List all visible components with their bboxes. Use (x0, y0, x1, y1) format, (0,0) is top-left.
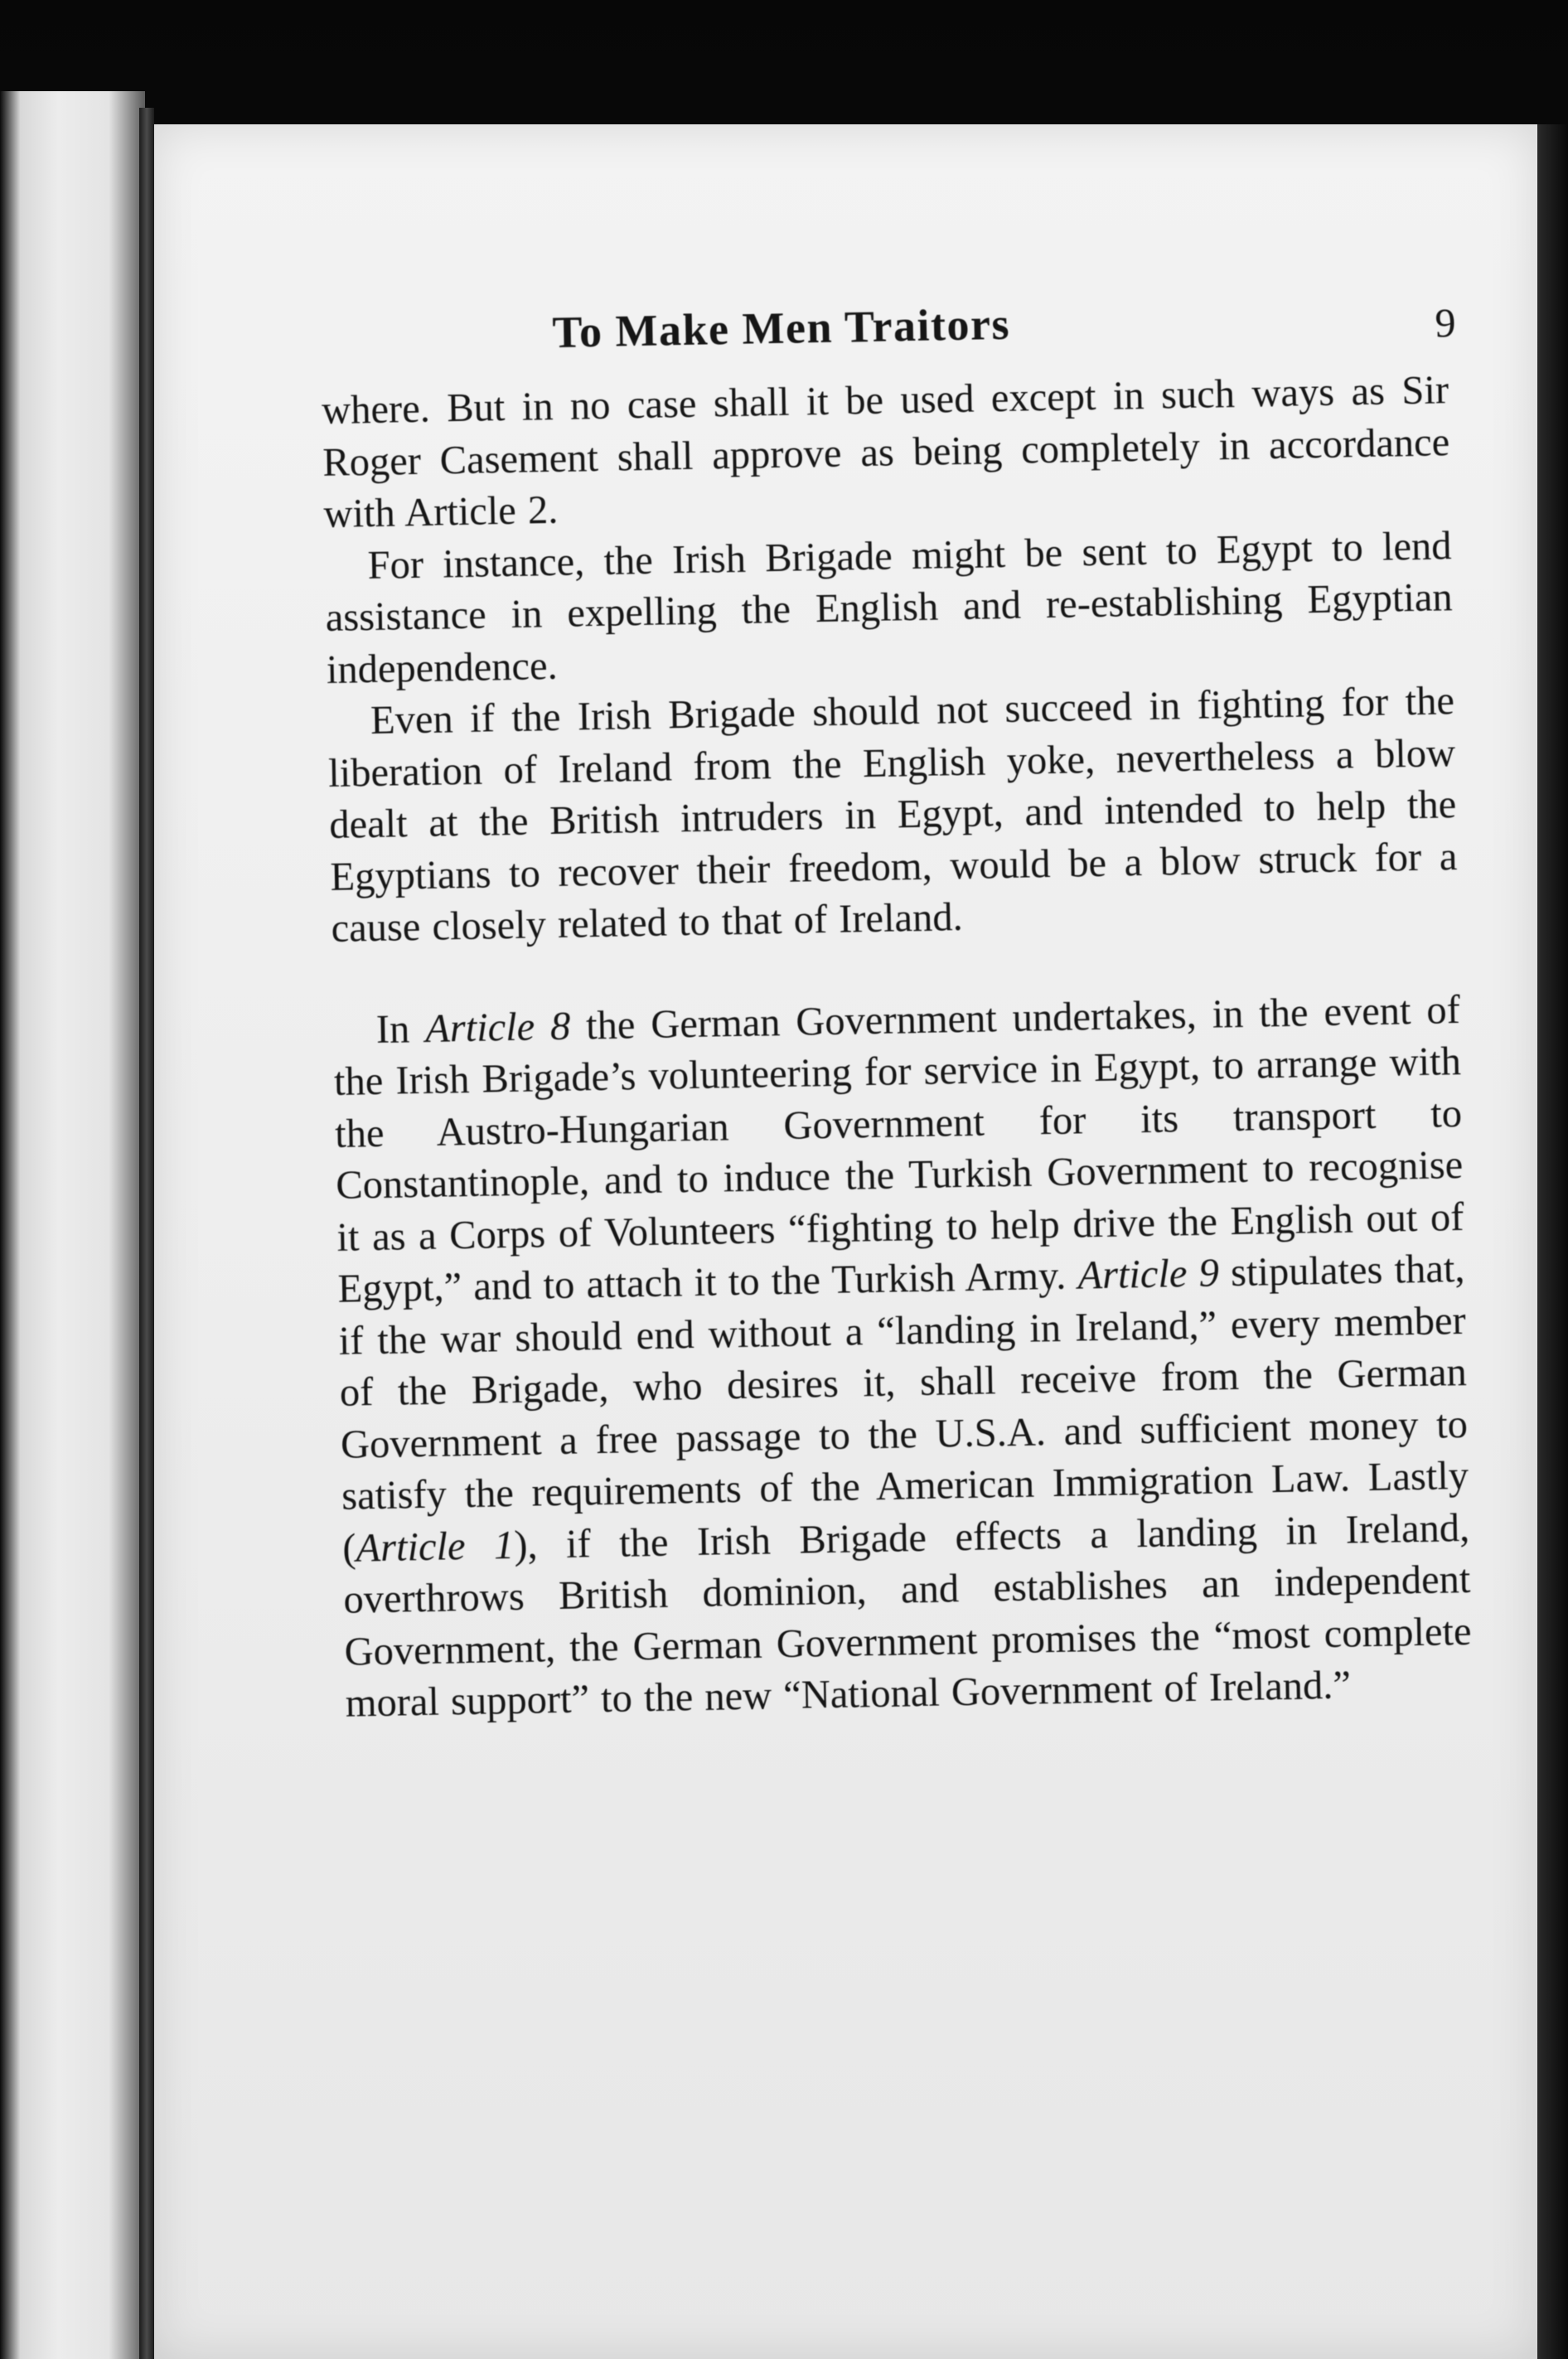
article-reference: Article 1 (356, 1523, 515, 1570)
running-head: To Make Men Traitors (551, 298, 1011, 357)
text-run: stipulates that, if the war should end without a “landing in Ireland,” every member of the Brigade, who desires it, shall receive from the German Government a free passage to the U.S.A. and sufficient money to satisfy the requirements of the American Immigration Law. Lastly ( (338, 1246, 1469, 1571)
facing-page-edge (0, 91, 145, 2359)
page-right-shadow (1537, 124, 1568, 2359)
text-run: In (375, 1006, 426, 1052)
paragraph-3: Even if the Irish Brigade should not succeed in fighting for the liberation of Ireland from the English yoke, nevertheless a blow dealt at the British intruders in Egypt, and intended to help the Egyptians to recover their freedom, would be a blow struck for a cause closely related to that of Ireland. (327, 678, 1458, 951)
paragraph-1: where. But in no case shall it be used except in such ways as Sir Roger Casement shall approve as being completely in accordance with Article 2. (321, 368, 1450, 536)
book-gutter (139, 108, 154, 2359)
book-page (154, 124, 1537, 2359)
page-text-block (320, 290, 1473, 1730)
paragraph-2: For instance, the Irish Brigade might be sent to Egypt to lend assistance in expelling the English and re-establishing Egyptian independence. (325, 523, 1454, 692)
paragraph-4 (332, 984, 1473, 1730)
article-reference: Article 9 (1077, 1251, 1220, 1298)
article-reference: Article 8 (424, 1004, 571, 1051)
text-run: ), if the Irish Brigade effects a landing in Ireland, overthrows British dominion, and establishes an independent Government, the German Government promises the “most complete moral support” to the new “National Government of Ireland.” (343, 1505, 1472, 1726)
text-run: the German Government undertakes, in the event of the Irish Brigade’s volunteering for service in Egypt, to arrange with the Austro-Hungarian Government for its transport to Constantinople, and to induce the Turkish Government to recognise it as a Corps of Volunteers “fighting to help drive the English out of Egypt,” and to attach it to the Turkish Army. (333, 987, 1464, 1311)
page-number: 9 (1434, 298, 1456, 346)
